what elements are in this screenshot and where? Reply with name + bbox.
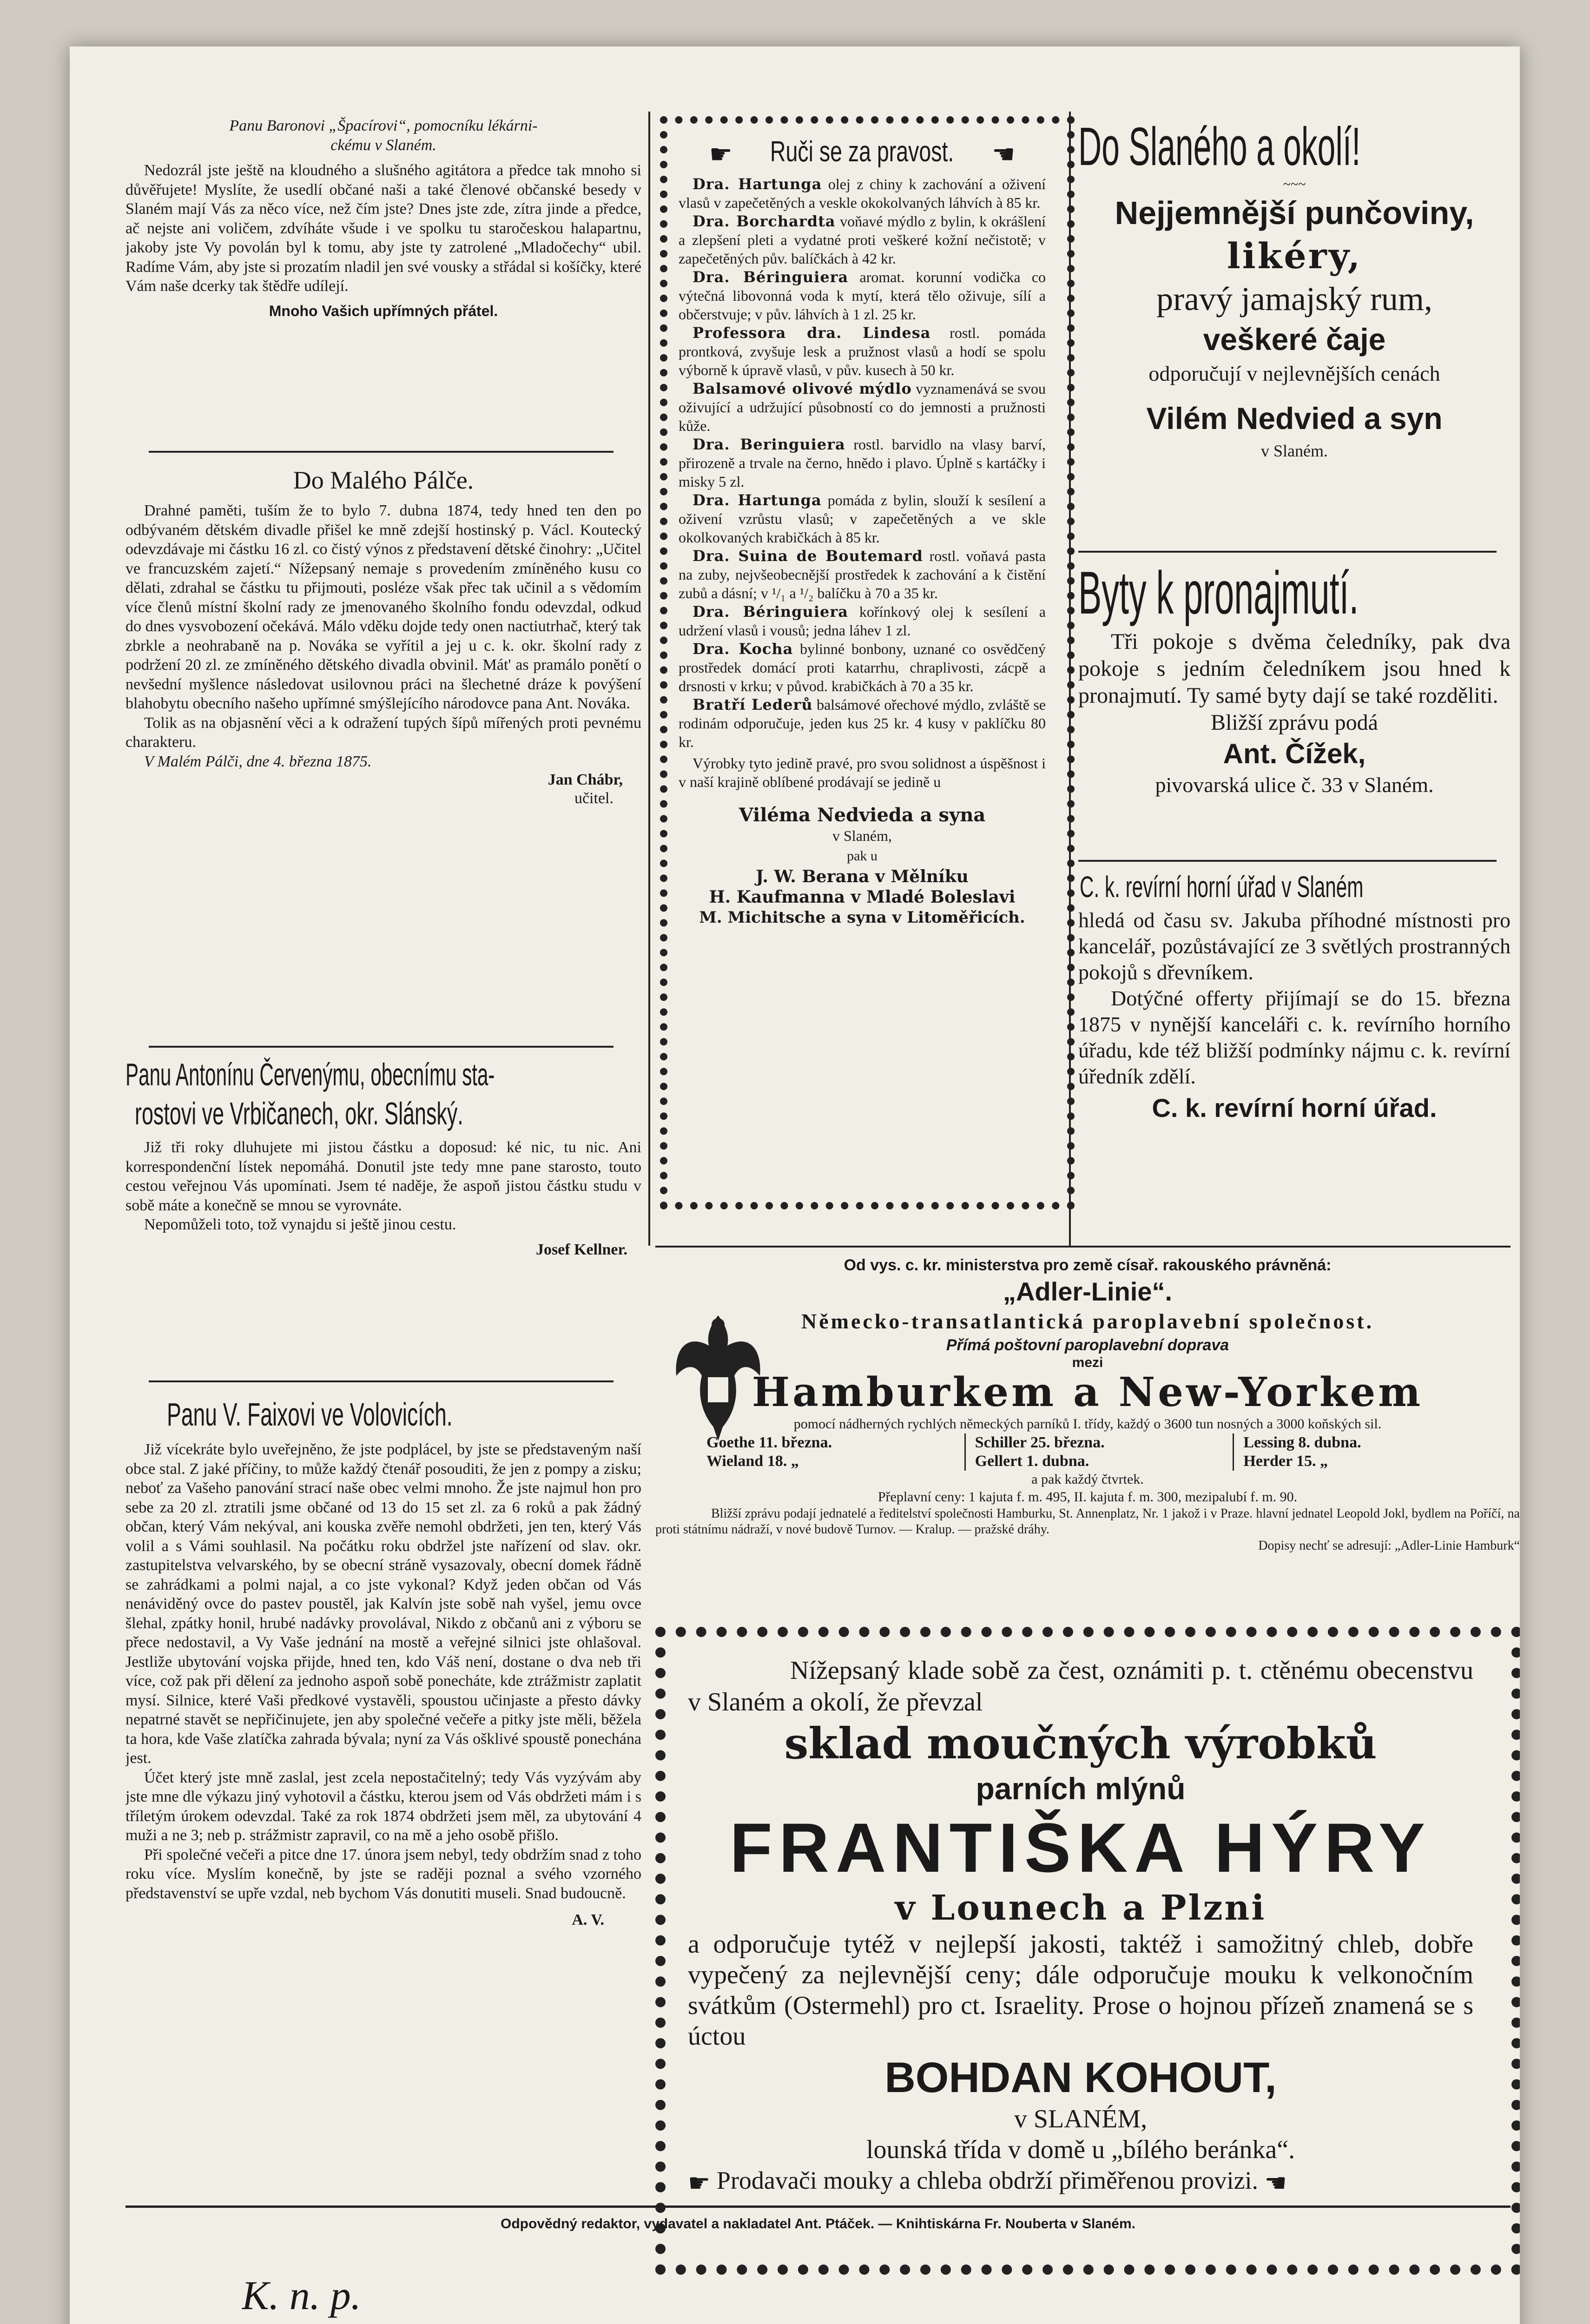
cosmetics-item-text: kořínkový olej k sesílení a udržení vlasů i vousů; jedna láhev 1 zl. <box>679 603 1046 639</box>
cosmetics-item-text: bylinné bonbony, uznané co osvědčený prostředek domácí proti katarrhu, chraplivosti, zácpě a drsnosti v krku; v původ. krabičkách à 70 a 35 kr. <box>679 640 1046 694</box>
cosmetics-item-brand: Dra. Suina de Boutemard <box>693 547 923 565</box>
baron-heading-1: Panu Baronovi „Špacírovi“, pomocníku lékárni- <box>229 117 538 134</box>
hyry-big1: sklad moučných výrobků <box>784 1718 1377 1769</box>
cerveny-text: Již tři roky dluhujete mi jistou částku a doposud: ké nic, tu nic. Ani korrespondenční lístek nepomáhá. Donutil jste tedy mne pane starosto, touto cestou veřejnou Vás upomínati. Jsem té naděje, že aspoň jistou částku studu v sobě máte a konečně se mnou se vyrovnáte. <box>125 1139 641 1214</box>
ornament: ~~~ <box>1283 177 1306 192</box>
adler-info: Bližší zprávu podají jednatelé a ředitelství společnosti Hamburku, St. Annenplatz, Nr. 1 jakož i v Praze. hlavní jednatel Leopold Jokl, bydlem na Poříčí, na proti státnímu nádraží, v nové budově Turnov. — Kralup. — pražské dráhy. <box>655 1506 1520 1537</box>
ship-departure: Schiller 25. března. <box>964 1433 1233 1452</box>
palec-text: Drahné paměti, tuším že to bylo 7. dubna 1874, tedy hned ten den po odbývaném dětském divadle přišel ke mně zdejší hostinský p. Václ. Koutecký odevzdávaje mi částku 16 zl. co čistý výnos z představení dětské činohry: „Učitel ve francuzském zajetí.“ Nížepsaný nemaje s provedením zmíněného kusu co dělati, zdrahal se částku tu přijmouti, posléze však přec tak učinil a s vědomím více členů místní školní rady ze jmenovaného školního fondu odevzdal, odkud do dnes vysvobození očekává. Málo vděku dojde tedy onen nactiutrhač, který tak zbrkle a neohrabaně na p. Nováka se vyřítil a jej u c. k. okr. školní rady z podržení 20 zl. ze zmíněného dětského divadla obvinil. Mát' as pramálo ponětí o nevšední myšlence následovat usilovnou práci na šlechetné dráze k povýšení blahobytu obecního našeho upřímné smýšlejícího národovce pana Ant. Nováka. <box>125 502 641 712</box>
adler-fare: Přeplavní ceny: 1 kajuta f. m. 495, II. kajuta f. m. 300, mezipalubí f. m. 90. <box>877 1489 1298 1505</box>
byty-ad <box>1078 558 1511 855</box>
adler-route: Hamburkem a New-Yorkem <box>752 1369 1424 1416</box>
cosmetics-item-brand: Balsamové olivové mýdlo <box>693 379 912 397</box>
urad-signature: C. k. revírní horní úřad. <box>1152 1093 1437 1122</box>
cosmetics-item-brand: Bratří Lederů <box>693 695 813 713</box>
nedvied-title-text: Do Slaného a okolí! <box>1078 116 1361 177</box>
palec-text2: Tolik as na objasnění věci a k odražení tupých šípů mířených proti pevnému charakteru. <box>125 714 641 751</box>
cosmetics-item-text: vyznamenává se svou oživující a udržující působností co do jemnosti a pružnosti kůže. <box>679 380 1046 434</box>
adler-service: Přímá poštovní paroplavební doprava <box>946 1336 1229 1354</box>
cosmetics-item-text: voňavé mýdlo z bylin, k okrášlení a zlepšení pleti a vydatné proti veškeré kožní nečistotě; v zapečetěných pův. balíčkách à 42 kr. <box>679 212 1046 267</box>
column-rule-right <box>1069 112 1071 1246</box>
ship-departure: Wieland 18. „ <box>706 1452 799 1470</box>
cosmetics-item <box>679 324 1046 379</box>
ship-departure: Gellert 1. dubna. <box>964 1452 1233 1471</box>
ship-departure: Lessing 8. dubna. <box>1233 1433 1501 1452</box>
cosmetics-sellers <box>679 805 1046 928</box>
cosmetics-items <box>679 175 1046 751</box>
byty-text2: Bližší zprávu podá <box>1211 710 1378 735</box>
adler-name: „Adler-Linie“. <box>1003 1277 1173 1306</box>
nedvied-title <box>1078 116 1511 178</box>
cosmetics-ad <box>679 135 1046 1176</box>
cosmetics-item-brand: Dra. Béringuiera <box>693 268 849 286</box>
pointing-hand-icon: ☛ <box>688 2168 711 2198</box>
palec-role: učitel. <box>574 790 614 807</box>
adler-ad <box>655 1255 1520 1622</box>
palec-place: V Malém Pálči, dne 4. března 1875. <box>144 753 372 770</box>
faix-text: Již vícekráte bylo uveřejněno, že jste podplácel, by jste se představeným naší obce stal. Z jaké příčiny, to může každý čtenář posouditi, že jen z pompy a zisku; neboť za Vašeho panování strací naše obec velmi mnoho. Že jste najmul hon pro sebe za 20 zl. ztratili jsme občané od 13 do 15 set zl. za 6 roků a pak žádný občan, který Vám nekýval, ani kouska zvěře nemohl obdržeti, jen ten, který Vás volil a s Vámi souhlasil. Na počátku roku obdržel jste nařízení od slav. okr. zastupitelstva velvarského, by se obecní stráně vysazovaly, obecní domek řádně se zahrádkami a polmi najal, a co jste vykonal? Když jeden občan od Vás nenáviděný ovce do pastev poustěl, jak Kalvín jste sobě nah vyšel, jemu ovce šlehal, zpátky honil, hrubé nadávky provolával, Nikdo z občanů ani z výboru se přece nedostavil, a Vy Vaše jednání na mostě a veřejné silnici jste ohlašoval. Jestliže ubytování vojska přijde, hned ten, kdo Váš není, dostane o dva neb tři více, což pak při dělení za jednoho aspoň sobě ponecháte, kde ztrážmistr zaplatit mysí. Silnice, které Vaši předkové vystavěli, spoustou učinjaste a přesto dávky nepatrné stavět se nepřičinujete, jen aby společné večeře a pitky jste měli, běžela ta hora, kde Vaše zlatíčka zahrada bývala; nyní za Vás ošklivé spoustě ponechána jest. <box>125 1441 641 1767</box>
cerveny-text2: Nepomůželi toto, tož vynajdu si ještě jinou cestu. <box>144 1216 456 1233</box>
library-stamp: K. n. p. <box>242 2273 361 2318</box>
cerveny-heading-2 <box>125 1094 641 1133</box>
cosmetics-seller: v Slaném, <box>832 827 892 844</box>
newspaper-page <box>70 46 1520 2324</box>
cosmetics-item <box>679 435 1046 491</box>
ship-row <box>706 1452 1501 1471</box>
baron-text: Nedozrál jste ještě na kloudného a slušného agitátora a předce tak mnoho si důvěřujete! Myslíte, že usedlí občané naši a také členové občanské besedy v Slaném mají Vás za něco více, než čím jste? Dnes jste zde, zítra jinde a předce, ač nejste ani voličem, zdvíháte všude i ve spolku tu staročeskou halapartnu, jakoby jste Vy povolán byl k tomu, aby jste ty zatrolené „Mladočechy“ ubil. Radíme Vám, aby jste si prozatím nladil jen své vousky a střádal si košíčky, které Vám naše dcerky tak štědře udílejí. <box>125 162 641 295</box>
article-faix <box>125 1394 641 2194</box>
cosmetics-item-brand: Dra. Beringuiera <box>693 435 845 453</box>
hyry-intro: Nížepsaný klade sobě za čest, oznámiti p. t. ctěnému obecenstvu v Slaném a okolí, že převzal <box>688 1656 1473 1717</box>
divider <box>1078 551 1497 553</box>
hyry-text: a odporučuje tytéž v nejlepší jakosti, taktéž i samožitný chleb, dobře vypečený za nejlevnější ceny; dále odporučuje mouku k velkonočním svátkům (Ostermehl) pro ct. Israelity. Prose o hojnou přízeň znamená se s úctou <box>688 1930 1473 2051</box>
cosmetics-item-brand: Dra. Kocha <box>693 640 793 658</box>
hyry-name: BOHDAN KOHOUT, <box>884 2054 1277 2101</box>
cosmetics-item <box>679 695 1046 751</box>
article-baron <box>125 116 641 437</box>
cosmetics-seller: pak u <box>847 848 877 864</box>
urad-heading <box>1078 867 1511 907</box>
cosmetics-item-brand: Dra. Béringuiera <box>693 602 848 621</box>
cosmetics-item-text: pomáda z bylin, slouží k sesílení a oživení vzrůstu vlasů; v zapečetěných a ve skle okolkovaných krabičkách à 85 kr. <box>679 491 1046 546</box>
cosmetics-item <box>679 175 1046 212</box>
byty-heading <box>1078 558 1511 628</box>
divider <box>149 451 614 453</box>
cerveny-heading-1 <box>125 1055 641 1094</box>
cosmetics-item <box>679 268 1046 324</box>
adler-desc: pomocí nádherných rychlých německých parníků I. třídy, každý o 3600 tun nosných a 3000 koňských sil. <box>793 1416 1382 1432</box>
urad-heading-text: C. k. revírní horní úřad v Slaném <box>1079 870 1363 904</box>
divider <box>1078 860 1497 862</box>
cosmetics-item <box>679 212 1046 268</box>
adler-intro: Od vys. c. kr. ministerstva pro země císař. rakouského právněná: <box>844 1256 1332 1274</box>
hyry-ad <box>688 1655 1473 2236</box>
hyry-place: v SLANÉM, <box>1014 2105 1148 2133</box>
eagle-icon <box>669 1306 767 1446</box>
hyry-note: Prodavači mouky a chleba obdrží přiměřenou provizi. <box>716 2166 1259 2194</box>
footer-rule <box>125 2205 1511 2208</box>
cosmetics-item-text: aromat. korunní vodička co výtečná libovonná voda k mytí, která tělo oživuje, sílí a občerstvuje; v pův. láhvích à 1 zl. 25 kr. <box>679 268 1046 323</box>
cosmetics-item-text: rostl. pomáda prontková, zvyšuje lesk a pružnost vlasů a hodí se spolu výborně k úpravě vlasů, v pův. kusech à 50 kr. <box>679 324 1046 378</box>
cosmetics-seller: J. W. Berana v Mělníku <box>756 866 969 886</box>
nedvied-line2: likéry, <box>1227 235 1362 277</box>
footer-imprint: Odpovědný redaktor, vydavatel a nakladatel Ant. Ptáček. — Knihtiskárna Fr. Nouberta v Slaném. <box>500 2216 1135 2232</box>
hyry-big4: v Lounech a Plzni <box>895 1888 1267 1928</box>
adler-weekly: a pak každý čtvrtek. <box>1031 1472 1144 1487</box>
cosmetics-seller: Viléma Nedvieda a syna <box>739 804 986 826</box>
nedvied-line5: odporučují v nejlevnějších cenách <box>1148 362 1440 385</box>
cosmetics-item-text: rostl. barvidlo na vlasy barví, přirozeně a trvale na černo, hnědo i plavo. Úplně s kartáčky i misky 5 zl. <box>679 436 1046 490</box>
adler-ships <box>706 1433 1501 1471</box>
article-cerveny <box>125 1055 641 1371</box>
byty-address: pivovarská ulice č. 33 v Slaném. <box>1155 773 1434 797</box>
nedvied-ad <box>1078 116 1511 544</box>
nedvied-line1: Nejjemnější punčoviny, <box>1115 195 1474 231</box>
urad-text2: Dotýčné offerty přijímají se do 15. března 1875 v nynější kanceláři c. k. revírního horního úřadu, kde též bližší podmínky nájmu c. k. revírní úředník zdělí. <box>1078 986 1511 1088</box>
baron-signature: Mnoho Vašich upřímných přátel. <box>269 302 498 319</box>
baron-heading-2: ckému v Slaném. <box>330 137 436 154</box>
cosmetics-item-brand: Professora dra. Lindesa <box>693 324 931 342</box>
cosmetics-item-brand: Dra. Borchardta <box>693 212 836 230</box>
byty-heading-text: Byty k pronajmutí. <box>1078 559 1359 627</box>
cosmetics-item-brand: Dra. Hartunga <box>693 175 822 193</box>
cosmetics-item <box>679 491 1046 547</box>
faix-heading-text: Panu V. Faixovi ve Volovicích. <box>167 1396 453 1433</box>
pointing-hand-icon: ☛ <box>709 139 732 170</box>
nedvied-line4: veškeré čaje <box>1203 322 1386 357</box>
hyry-big2: parních mlýnů <box>976 1771 1186 1806</box>
nedvied-line3: pravý jamajský rum, <box>1156 280 1432 317</box>
cosmetics-item <box>679 547 1046 602</box>
ship-departure: Herder 15. „ <box>1233 1452 1501 1471</box>
column-rule-left <box>648 112 650 1246</box>
ship-departure: Goethe 11. března. <box>706 1434 832 1451</box>
pointing-hand-icon: ☚ <box>1264 2168 1287 2198</box>
faix-signature: A. V. <box>572 1911 604 1928</box>
pointing-hand-icon: ☚ <box>992 139 1016 170</box>
cosmetics-item <box>679 602 1046 640</box>
byty-text: Tři pokoje s dvěma čeledníky, pak dva pokoje s jedním čeledníkem jsou hned k pronajmutí. Ty samé byty dají se také rozděliti. <box>1078 629 1511 708</box>
article-palec <box>125 465 641 1037</box>
urad-text: hledá od času sv. Jakuba příhodné místnosti pro kancelář, pozůstávající ze 3 světlých prostranných pokojů s dřevníkem. <box>1078 908 1511 984</box>
cosmetics-heading <box>679 135 1046 172</box>
cosmetics-seller: M. Michitsche a syna v Litoměřicích. <box>699 908 1025 927</box>
cosmetics-item <box>679 640 1046 695</box>
ship-row <box>706 1433 1501 1452</box>
palec-signature: Jan Chábr, <box>548 771 623 788</box>
cosmetics-item-text: rostl. voňavá pasta na zuby, nejvšeobecnější prostředek k zachování a k čistění zubů a dásní; v ¹/₁ a ¹/₂ balíčku à 70 a 35 kr. <box>679 547 1046 601</box>
cosmetics-closing: Výrobky tyto jedině pravé, pro svou solidnost a úspěšnost i v naší krajině oblíbené prodávají se jedině u <box>679 754 1046 790</box>
nedvied-place: v Slaném. <box>1261 442 1328 460</box>
adler-company: Německo-transatlantická paroplavební společnost. <box>801 1309 1374 1333</box>
divider <box>149 1380 614 1382</box>
cerveny-heading-2-text: rostovi ve Vrbičanech, okr. Slánský. <box>134 1096 463 1131</box>
divider <box>149 1046 614 1048</box>
hyry-note-row <box>688 2165 1473 2199</box>
faix-heading <box>125 1394 641 1435</box>
cosmetics-item <box>679 379 1046 435</box>
cosmetics-item-brand: Dra. Hartunga <box>693 491 822 509</box>
adler-mezi: mezi <box>1072 1355 1103 1370</box>
cosmetics-item-text: balsámové ořechové mýdlo, zvláště se rodinám odporučuje, jeden kus 25 kr. 4 kusy v paklíčku 80 kr. <box>679 696 1046 750</box>
cerveny-signature: Josef Kellner. <box>535 1241 627 1258</box>
urad-ad <box>1078 867 1511 1239</box>
byty-name: Ant. Čížek, <box>1223 738 1366 769</box>
nedvied-firm: Vilém Nedvied a syn <box>1146 401 1443 436</box>
palec-heading: Do Malého Pálče. <box>293 466 474 494</box>
cosmetics-item-text: olej z chiny k zachování a oživení vlasů v zapečetěných a veskle okokolvaných láhvích à 85 kr. <box>679 175 1046 211</box>
hyry-address: lounská třída v domě u „bílého beránka“. <box>866 2135 1295 2164</box>
cerveny-heading-1-text: Panu Antonínu Červenýmu, obecnímu sta- <box>125 1057 495 1092</box>
adler-letters: Dopisy nechť se adresují: „Adler-Linie Hamburk“ <box>1258 1538 1520 1553</box>
faix-text3: Při společné večeři a pitce dne 17. února jsem nebyl, tedy obdržím snad z toho roku více. Myslím konečně, by jste se raději poznal a svého vzorného představenství se upře vzdal, neb bychom Vás donutiti museli. Snad budoucně. <box>125 1846 641 1902</box>
hyry-big3: FRANTIŠKA HÝRY <box>730 1809 1432 1887</box>
cosmetics-heading-text: Ruči se za pravost. <box>770 136 954 168</box>
divider <box>655 1246 1511 1248</box>
cosmetics-seller: H. Kaufmanna v Mladé Boleslavi <box>709 887 1016 907</box>
faix-text2: Účet který jste mně zaslal, jest zcela nepostačitelný; tedy Vás vyzývám aby jste mne dle výkazu jiný vyhotovil a částku, kterou jsem od Vás obdržeti mám i s tříletým úrokem odevzdal. Také za rok 1874 obdržeti jsem měl, za ubytování 4 muži a ne 3; neb p. strážmistr zapravil, co na mě a jeho osobě přišlo. <box>125 1769 641 1844</box>
